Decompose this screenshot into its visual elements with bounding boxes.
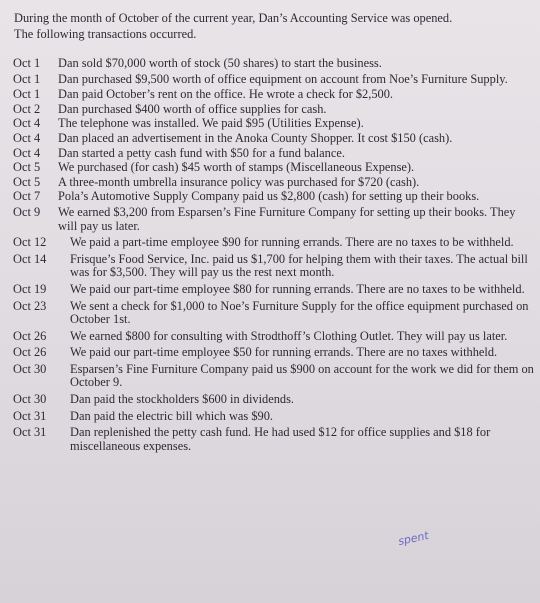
transaction-text: We sent a check for $1,000 to Noe’s Furniture Supply for the office equipment purchased on October 1st. bbox=[70, 298, 529, 327]
intro-line-2: The following transactions occurred. bbox=[14, 27, 197, 41]
transaction-row bbox=[13, 176, 540, 190]
transaction-text: The telephone was installed. We paid $95 (Utilities Expense). bbox=[58, 116, 364, 131]
transaction-text: We paid our part-time employee $80 for running errands. There are no taxes to be withheld. bbox=[70, 281, 525, 296]
transaction-row bbox=[13, 330, 540, 344]
transaction-date: Oct 4 bbox=[13, 116, 41, 131]
handwritten-annotation: spent bbox=[396, 528, 430, 549]
transaction-text: We earned $3,200 from Esparsen’s Fine Furniture Company for setting up their books. They will pay us later. bbox=[58, 204, 516, 233]
transaction-text: We purchased (for cash) $45 worth of stamps (Miscellaneous Expense). bbox=[58, 160, 415, 175]
transaction-text: Esparsen’s Fine Furniture Company paid us $900 on account for the work we did for them on October 9. bbox=[70, 361, 534, 390]
transaction-date: Oct 2 bbox=[13, 101, 41, 116]
transaction-date: Oct 23 bbox=[13, 298, 47, 313]
transaction-row bbox=[13, 161, 540, 175]
transaction-text: We paid a part-time employee $90 for running errands. There are no taxes to be withheld. bbox=[70, 235, 514, 250]
transaction-row bbox=[13, 190, 540, 204]
transaction-date: Oct 1 bbox=[13, 56, 41, 70]
transaction-row bbox=[13, 147, 540, 161]
transaction-row bbox=[13, 253, 540, 280]
transaction-row bbox=[13, 88, 540, 102]
transaction-row bbox=[13, 426, 540, 453]
intro-line-1: During the month of October of the current year, Dan’s Accounting Service was opened. bbox=[14, 11, 453, 25]
transaction-list bbox=[13, 57, 540, 453]
transaction-row bbox=[13, 363, 540, 390]
transaction-date: Oct 1 bbox=[13, 87, 41, 102]
transaction-row bbox=[13, 410, 540, 424]
transaction-text: Frisque’s Food Service, Inc. paid us $1,700 for helping them with their taxes. The actual bill was for $3,500. They will pay us the rest next month. bbox=[70, 251, 528, 280]
transaction-date: Oct 26 bbox=[13, 345, 47, 360]
transaction-text: Dan placed an advertisement in the Anoka County Shopper. It cost $150 (cash). bbox=[58, 130, 453, 145]
transaction-row bbox=[13, 206, 540, 233]
transaction-date: Oct 5 bbox=[13, 160, 41, 175]
transaction-date: Oct 19 bbox=[13, 281, 47, 296]
transaction-date: Oct 31 bbox=[13, 408, 47, 423]
transaction-row bbox=[13, 73, 540, 87]
transaction-date: Oct 4 bbox=[13, 145, 41, 160]
transaction-text: Dan paid the electric bill which was $90. bbox=[70, 408, 274, 423]
transaction-text: Dan purchased $9,500 worth of office equipment on account from Noe’s Furniture Supply. bbox=[58, 71, 508, 86]
transaction-row bbox=[13, 283, 540, 297]
transaction-text: Dan purchased $400 worth of office supplies for cash. bbox=[58, 101, 327, 116]
transaction-date: Oct 7 bbox=[13, 189, 41, 204]
transaction-date: Oct 31 bbox=[13, 425, 47, 440]
transaction-date: Oct 5 bbox=[13, 174, 41, 189]
transaction-row bbox=[13, 57, 540, 71]
transaction-text: Dan started a petty cash fund with $50 for a fund balance. bbox=[58, 145, 345, 160]
transaction-row bbox=[13, 236, 540, 250]
transaction-date: Oct 26 bbox=[13, 328, 47, 343]
transaction-date: Oct 14 bbox=[13, 251, 47, 266]
transaction-date: Oct 9 bbox=[13, 204, 41, 219]
transaction-date: Oct 4 bbox=[13, 130, 41, 145]
transaction-text: Dan sold $70,000 worth of stock (50 shares) to start the business. bbox=[58, 56, 382, 70]
intro-paragraph bbox=[14, 10, 534, 42]
transaction-text: We paid our part-time employee $50 for running errands. There are no taxes withheld. bbox=[70, 345, 498, 360]
transaction-date: Oct 30 bbox=[13, 361, 47, 376]
transaction-text: Dan paid the stockholders $600 in dividends. bbox=[70, 392, 295, 407]
transaction-text: We earned $800 for consulting with Strodthoff’s Clothing Outlet. They will pay us later. bbox=[70, 328, 508, 343]
transaction-date: Oct 12 bbox=[13, 235, 47, 250]
transaction-text: Pola’s Automotive Supply Company paid us $2,800 (cash) for setting up their books. bbox=[58, 189, 480, 204]
transaction-text: Dan replenished the petty cash fund. He had used $12 for office supplies and $18 for miscellaneous expenses. bbox=[70, 425, 491, 453]
transaction-date: Oct 1 bbox=[13, 71, 41, 86]
transaction-row bbox=[13, 117, 540, 131]
transaction-row bbox=[13, 300, 540, 327]
transaction-text: Dan paid October’s rent on the office. He wrote a check for $2,500. bbox=[58, 87, 394, 102]
transaction-row bbox=[13, 393, 540, 407]
transaction-text: A three-month umbrella insurance policy was purchased for $720 (cash). bbox=[58, 174, 420, 189]
transaction-row bbox=[13, 103, 540, 117]
transaction-row bbox=[13, 132, 540, 146]
transaction-row bbox=[13, 346, 540, 360]
transaction-date: Oct 30 bbox=[13, 392, 47, 407]
